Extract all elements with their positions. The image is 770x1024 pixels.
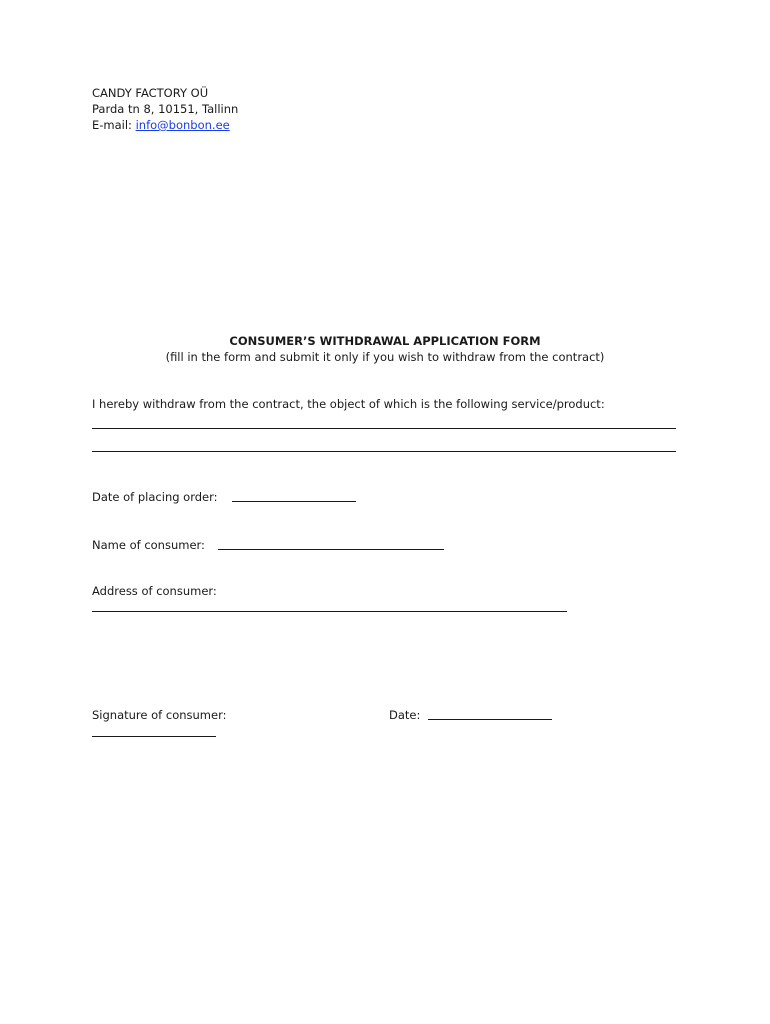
consumer-name-field[interactable] (218, 549, 444, 550)
date-of-order-field[interactable] (232, 501, 356, 502)
company-email-line (92, 117, 230, 133)
company-address: Parda tn 8, 10151, Tallinn (92, 102, 239, 116)
form-title: CONSUMER’S WITHDRAWAL APPLICATION FORM (229, 334, 541, 348)
email-link[interactable]: info@bonbon.ee (135, 118, 230, 132)
email-label: E-mail: (92, 118, 136, 132)
date-of-order-label: Date of placing order: (92, 490, 218, 504)
consumer-address-field[interactable] (92, 611, 567, 612)
date-field[interactable] (428, 719, 552, 720)
company-name: CANDY FACTORY OÜ (92, 86, 209, 100)
product-fill-line-2[interactable] (92, 451, 676, 452)
form-subtitle: (fill in the form and submit it only if you wish to withdraw from the contract) (165, 350, 605, 364)
consumer-address-label: Address of consumer: (92, 584, 217, 598)
consumer-name-row (92, 537, 205, 553)
signature-label: Signature of consumer: (92, 708, 227, 722)
withdraw-statement: I hereby withdraw from the contract, the object of which is the following service/product: (92, 397, 605, 411)
date-label: Date: (389, 708, 421, 722)
date-of-order-row (92, 489, 218, 505)
product-fill-line-1[interactable] (92, 428, 676, 429)
consumer-name-label: Name of consumer: (92, 538, 205, 552)
signature-field[interactable] (92, 736, 216, 737)
